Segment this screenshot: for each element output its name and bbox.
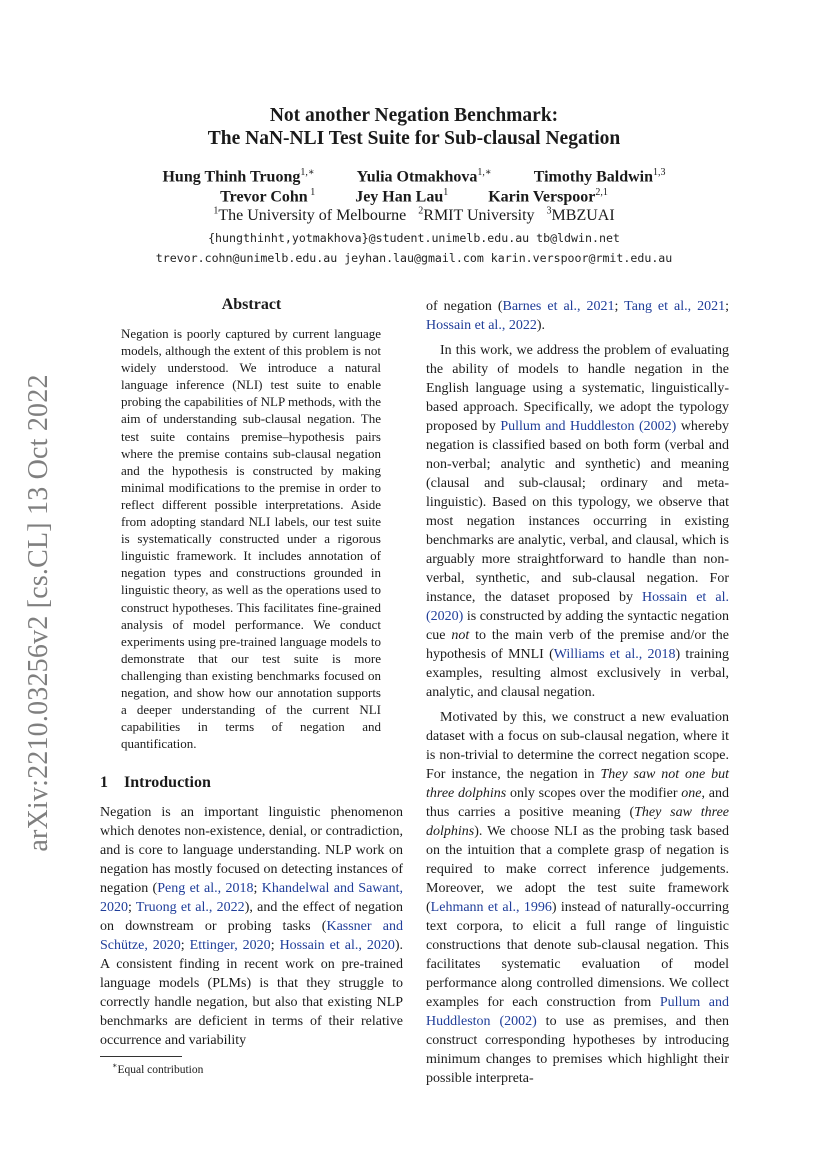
author-row-2 <box>0 187 828 206</box>
citation-link[interactable]: Barnes et al., 2021 <box>502 299 615 314</box>
section-heading-introduction <box>100 774 211 792</box>
abstract-body <box>121 325 381 752</box>
citation-link[interactable]: Pullum and Huddleston (2002) <box>426 995 729 1029</box>
abstract-heading: Abstract <box>221 296 282 313</box>
author: Timothy Baldwin$^{1,3}$ <box>533 167 666 186</box>
citation-link[interactable]: Williams et al., 2018 <box>553 647 676 662</box>
email-line-1: {hungthinht,yotmakhova}@student.unimelb.edu.au tb@ldwin.net <box>208 231 620 245</box>
arxiv-sidebar <box>14 363 64 863</box>
citation-link[interactable]: Peng et al., 2018 <box>157 881 254 896</box>
citation-link[interactable]: Tang et al., 2021 <box>624 299 726 314</box>
citation-link[interactable]: Lehmann et al., 1996 <box>430 900 552 915</box>
citation-link[interactable]: Hossain et al., 2022 <box>426 318 537 333</box>
citation-link[interactable]: Hossain et al., 2020 <box>279 938 395 953</box>
paper-title <box>0 104 828 150</box>
citation-link[interactable]: Ettinger, 2020 <box>189 938 271 953</box>
author: Hung Thinh Truong$^{1,∗}$ <box>162 167 315 186</box>
author: Yulia Otmakhova$^{1,∗}$ <box>356 167 492 186</box>
author-row-1 <box>0 167 828 186</box>
intro-column <box>100 803 403 1050</box>
affiliation: $^1$The University of Melbourne <box>213 206 407 225</box>
affiliation: $^3$MBZUAI <box>546 206 615 225</box>
citation-link[interactable]: Pullum and Huddleston (2002) <box>500 419 677 434</box>
title-line-1: Not another Negation Benchmark: <box>269 105 559 126</box>
affiliation: $^2$RMIT University <box>418 206 535 225</box>
citation-link[interactable]: Hossain et al. (2020) <box>426 590 729 624</box>
citation-link[interactable]: Khandelwal and Sawant, 2020 <box>100 881 404 915</box>
email-line-2: trevor.cohn@unimelb.edu.au jeyhan.lau@gmail.com karin.verspoor@rmit.edu.au <box>155 251 673 265</box>
paragraph-continuation: of negation (Barnes et al., 2021; Tang et al., 2021; Hossain et al., 2022). <box>426 299 729 333</box>
footnote-mark: ∗ <box>112 1061 118 1070</box>
arxiv-id: arXiv:2210.03256v2 [cs.CL] 13 Oct 2022 <box>23 374 54 852</box>
author: Karin Verspoor$^{2,1}$ <box>488 187 608 206</box>
abstract-text: Negation is poorly captured by current language models, although the extent of this problem is not widely understood. We introduce a natural language inference (NLI) test suite to enable probing the capabilities of NLP methods, with the aim of understanding sub-clausal negation. The test suite contains premise–hypothesis pairs where the premise contains sub-clausal negation and the hypothesis is constructed by making minimal modifications to the premise in order to reflect different possible interpretations. Aside from adopting standard NLI labels, our test suite is systematically constructed under a rigorous linguistic framework. It includes annotation of negation types and constructions grounded in linguistic theory, as well as the operations used to construct hypotheses. This facilitates fine-grained analysis of model performance. We conduct experiments using pre-trained language models to demonstrate that our test suite is more challenging than existing benchmarks focused on negation, and show how our annotation supports a deeper understanding of the current NLI capabilities in terms of negation and quantification. <box>121 326 381 752</box>
citation-link[interactable]: Kassner and Schütze, 2020 <box>100 919 403 953</box>
citation-link[interactable]: Truong et al., 2022 <box>135 900 245 915</box>
footnote <box>112 1061 203 1076</box>
right-column <box>426 297 729 1088</box>
intro-paragraph: Negation is an important linguistic phenomenon which denotes non-existence, denial, or contradiction, and is core to language understanding. NLP work on negation has mostly focused on detecting instances of negation (Peng et al., 2018; Khandelwal and Sawant, 2020; Truong et al., 2022), and the effect of negation on downstream or probing tasks (Kassner and Schütze, 2020; Ettinger, 2020; Hossain et al., 2020). A consistent finding in recent work on pre-trained language models (PLMs) is that they struggle to correctly handle negation, but also that existing NLP benchmarks are deficient in terms of their relative occurrence and variability <box>100 805 404 1048</box>
author: Jey Han Lau$^1$ <box>355 187 449 206</box>
author: Trevor Cohn $^1$ <box>220 187 316 206</box>
paragraph: In this work, we address the problem of evaluating the ability of models to handle negation in the English language using a systematic, linguistically-based approach. Specifically, we adopt the typology proposed by Pullum and Huddleston (2002) whereby negation is classified based on both form (verbal and non-verbal; analytic and synthetic) and meaning (clausal and sub-clausal; ordinary and meta-linguistic). Based on this typology, we observe that most negation instances occurring in existing benchmarks are analytic, verbal, and clausal, which is arguably more straightforward to handle than non-verbal, synthetic, and sub-clausal negation. For instance, the dataset proposed by Hossain et al. (2020) is constructed by adding the syntactic negation cue not to the main verb of the premise and/or the hypothesis of MNLI (Williams et al., 2018) training examples, resulting almost exclusively in verbal, analytic, and clausal negation. <box>426 343 730 700</box>
footnote-rule <box>100 1056 182 1057</box>
section-number: 1 <box>100 774 108 791</box>
footnote-text: Equal contribution <box>117 1063 204 1076</box>
section-title: Introduction <box>124 774 211 791</box>
affiliations <box>0 206 828 225</box>
paragraph: Motivated by this, we construct a new evaluation dataset with a focus on sub-clausal negation, where it is non-trivial to determine the correct negation scope. For instance, the negation in They saw not one but three dolphins only scopes over the modifier one, and thus carries a positive meaning (They saw three dolphins). We choose NLI as the probing task based on the intuition that a complete grasp of negation is required to make correct inference judgements. Moreover, we adopt the test suite framework (Lehmann et al., 1996) instead of naturally-occurring text corpora, to elicit a full range of linguistic constructions that denote sub-clausal negation. This facilitates systematic evaluation of model performance along controlled dimensions. We collect examples for each construction from Pullum and Huddleston (2002) to use as premises, and then construct corresponding hypotheses by introducing minimum changes to premises which highlight their possible interpreta- <box>426 710 730 1086</box>
title-line-2: The NaN-NLI Test Suite for Sub-clausal Negation <box>207 128 621 149</box>
